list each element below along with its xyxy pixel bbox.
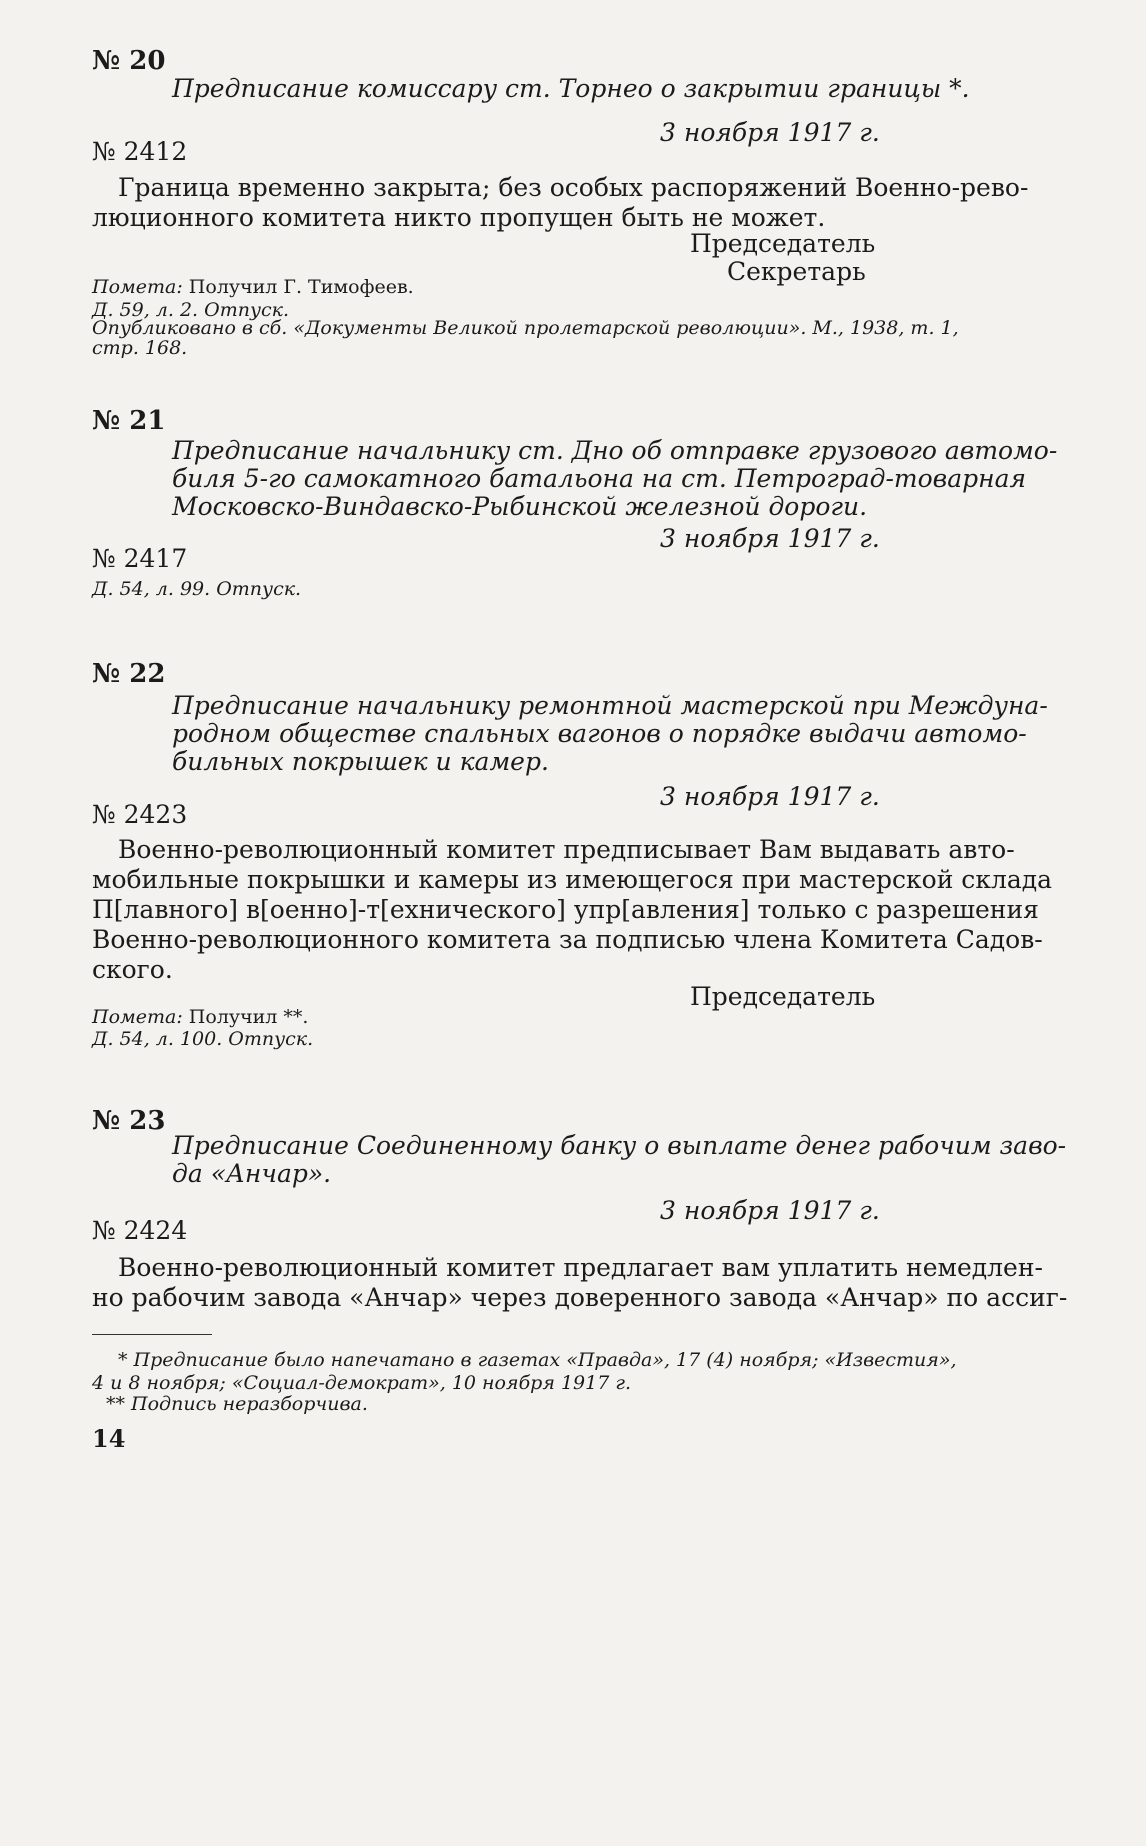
- doc-number: № 20: [92, 46, 166, 76]
- signature-secretary: Секретарь: [727, 257, 866, 286]
- doc-title: Московско-Виндавско-Рыбинской железной дороги.: [172, 492, 868, 521]
- doc-number: № 23: [92, 1106, 166, 1136]
- footnote-line: ** Подпись неразборчива.: [106, 1393, 368, 1415]
- doc-number: № 22: [92, 659, 166, 689]
- doc-title: родном обществе спальных вагонов о порядке выдачи автомо-: [172, 719, 1027, 748]
- footnote-line: * Предписание было напечатано в газетах «Правда», 17 (4) ноября; «Известия»,: [118, 1349, 957, 1371]
- published-line: [92, 336, 187, 360]
- doc-title: бильных покрышек и камер.: [172, 747, 549, 776]
- published-text: стр. 168.: [92, 337, 188, 359]
- note-line: [92, 1005, 308, 1029]
- footnote-divider: [92, 1334, 212, 1335]
- note-label: Помета:: [92, 276, 183, 298]
- body-line: люционного комитета никто пропущен быть не может.: [92, 203, 826, 232]
- note-text: Д. 54, л. 100. Отпуск.: [92, 1028, 314, 1050]
- registration-number: № 2424: [92, 1216, 188, 1245]
- note-line: [92, 577, 301, 601]
- note-text: Получил Г. Тимофеев.: [182, 276, 414, 298]
- registration-number: № 2423: [92, 800, 188, 829]
- body-line: П[лавного] в[оенно]-т[ехнического] упр[авления] только с разрешения: [92, 895, 1039, 924]
- note-text: Д. 54, л. 99. Отпуск.: [92, 578, 302, 600]
- body-line: Военно-революционного комитета за подписью члена Комитета Садов-: [92, 925, 1043, 954]
- body-line: ского.: [92, 955, 173, 984]
- body-line: мобильные покрышки и камеры из имеющегося при мастерской склада: [92, 865, 1053, 894]
- bleed-through: [140, 95, 148, 123]
- page-number: 14: [92, 1424, 126, 1453]
- doc-number: № 21: [92, 406, 166, 436]
- doc-date: 3 ноября 1917 г.: [660, 782, 880, 811]
- note-line: [92, 1027, 313, 1051]
- published-line: [92, 316, 959, 340]
- note-line: [92, 275, 414, 299]
- doc-title: да «Анчар».: [172, 1159, 332, 1188]
- body-line: Граница временно закрыта; без особых распоряжений Военно-рево-: [118, 173, 1029, 202]
- published-text: Опубликовано в сб. «Документы Великой пролетарской революции». М., 1938, т. 1,: [92, 317, 959, 339]
- note-label: Помета:: [92, 1006, 183, 1028]
- doc-title: Предписание начальнику ст. Дно об отправке грузового автомо-: [172, 436, 1058, 465]
- signature-chair: Председатель: [690, 229, 876, 258]
- doc-title: Предписание начальнику ремонтной мастерской при Междуна-: [172, 691, 1048, 720]
- doc-title: Предписание комиссару ст. Торнео о закрытии границы *.: [172, 74, 970, 103]
- note-text: Получил **.: [182, 1006, 309, 1028]
- registration-number: № 2412: [92, 137, 188, 166]
- doc-title: биля 5-го самокатного батальона на ст. Петроград-товарная: [172, 464, 1027, 493]
- footnote-line: 4 и 8 ноября; «Социал-демократ», 10 ноября 1917 г.: [92, 1372, 631, 1394]
- body-line: но рабочим завода «Анчар» через доверенного завода «Анчар» по ассиг-: [92, 1283, 1068, 1312]
- doc-title: Предписание Соединенному банку о выплате денег рабочим заво-: [172, 1131, 1067, 1160]
- doc-date: 3 ноября 1917 г.: [660, 524, 880, 553]
- doc-date: 3 ноября 1917 г.: [660, 118, 880, 147]
- body-line: Военно-революционный комитет предписывает Вам выдавать авто-: [118, 835, 1015, 864]
- body-line: Военно-революционный комитет предлагает вам уплатить немедлен-: [118, 1253, 1043, 1282]
- signature-chair: Председатель: [690, 982, 876, 1011]
- registration-number: № 2417: [92, 544, 188, 573]
- doc-date: 3 ноября 1917 г.: [660, 1196, 880, 1225]
- note-text: Д. 59, л. 2. Отпуск.: [92, 299, 290, 321]
